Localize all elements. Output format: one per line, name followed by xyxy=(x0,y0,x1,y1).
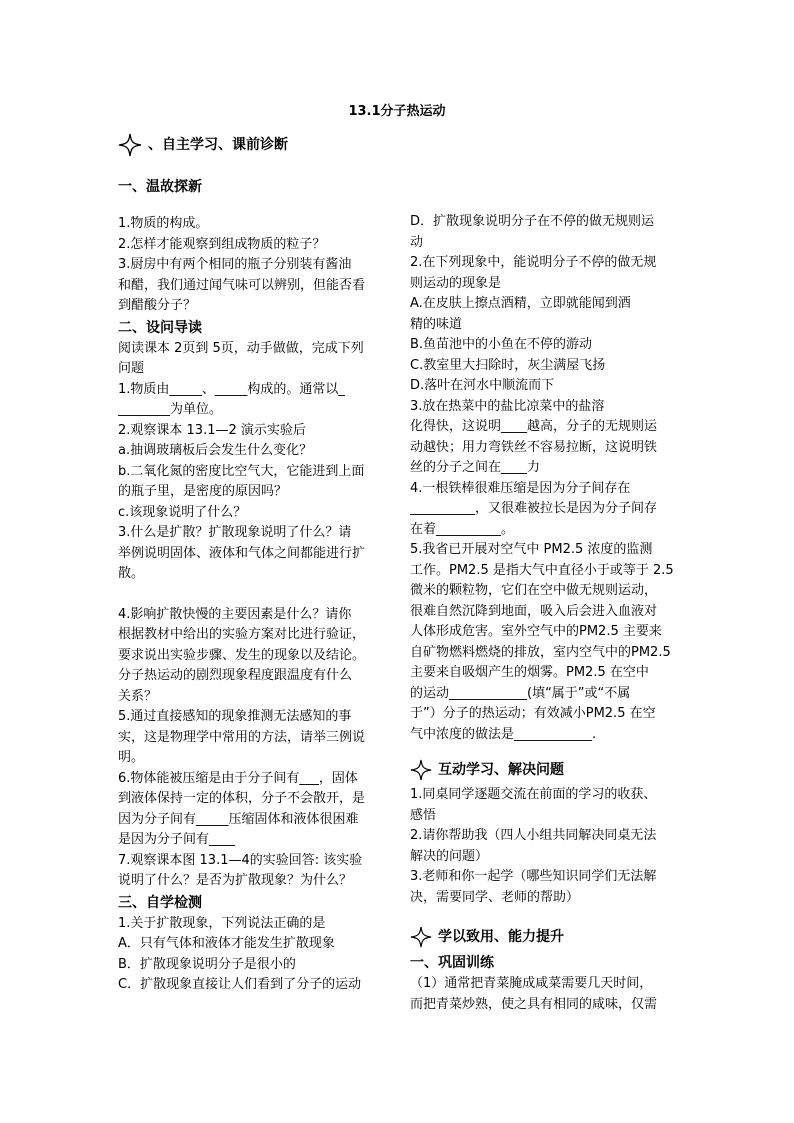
text-line: D．扩散现象说明分子在不停的做无规则运 xyxy=(410,214,655,229)
text-line: 2.怎样才能观察到组成物质的粒子？ xyxy=(118,236,326,252)
text-line: 分子热运动的剧烈现象程度跟温度有什么 xyxy=(118,668,353,683)
text-line: 精的味道 xyxy=(410,316,463,332)
text-line: 1.物质的构成。 xyxy=(118,216,209,231)
text-line: 人体形成危害。室外空气中的PM2.5 主要来 xyxy=(410,624,662,639)
text-line: 1.关于扩散现象，下列说法正确的是 xyxy=(118,915,326,931)
text-line: 4.一根铁棒很难压缩是因为分子间存在 xyxy=(410,480,631,496)
text-line: 举例说明固体、液体和气体之间都能进行扩 xyxy=(118,545,366,561)
text-line: 而把青菜炒熟，使之具有相同的咸味，仅需 xyxy=(410,996,658,1012)
text-line: 因为分子间有_____压缩固体和液体很困难 xyxy=(118,811,359,827)
text-line: 工作。PM2.5 是指大气中直径小于或等于 2.5 xyxy=(410,562,674,578)
text-line: 1.物质由_____、_____构成的。通常以_ xyxy=(118,381,345,397)
heading-review: 一、温故探新 xyxy=(118,179,202,195)
text-line: 问题 xyxy=(118,361,145,376)
text-line: 的运动____________(填“属于”或“不属 xyxy=(410,685,631,701)
text-line: 主要来自吸烟产生的烟雾。PM2.5 在空中 xyxy=(410,665,649,680)
text-line: 6.物体能被压缩是由于分子间有___，固体 xyxy=(118,770,358,786)
text-line: 2.在下列现象中，能说明分子不停的做无规 xyxy=(410,255,657,270)
text-line: 微米的颗粒物，它们在空中做无规则运动， xyxy=(410,583,658,598)
section-header-self-study xyxy=(118,130,388,160)
text-line: 5.通过直接感知的现象推测无法感知的事 xyxy=(118,709,352,724)
section-title: 互动学习、解决问题 xyxy=(438,761,564,778)
text-line: 实，这是物理学中常用的方法，请举三例说 xyxy=(118,729,366,745)
text-line: C.教室里大扫除时，灰尘满屋飞扬 xyxy=(410,357,606,373)
text-line: a.抽调玻璃板后会发生什么变化？ xyxy=(118,443,313,458)
text-line: 3.厨房中有两个相同的瓶子分别装有酱油 xyxy=(118,257,352,272)
text-line: 1.同桌同学逐题交流在前面的学习的收获、 xyxy=(410,787,657,802)
text-line: 在着__________。 xyxy=(410,521,515,537)
text-line: 丝的分子之间在____力 xyxy=(410,460,541,475)
text-line: b.二氧化氮的密度比空气大，它能进到上面 xyxy=(118,463,365,479)
text-line: 3.什么是扩散？扩散现象说明了什么？请 xyxy=(118,525,352,540)
text-line: 自矿物燃料燃烧的排放，室内空气中的PM2.5 xyxy=(410,644,671,660)
text-line: 根据教材中给出的实验方案对比进行验证， xyxy=(118,627,366,642)
text-line: 决，需要同学、老师的帮助） xyxy=(410,889,580,905)
text-line: 3.放在热菜中的盐比凉菜中的盐溶 xyxy=(410,398,605,414)
text-line: （1）通常把青菜腌成咸菜需要几天时间， xyxy=(410,976,653,991)
text-line: 7.观察课本图 13.1—4的实验回答: 该实验 xyxy=(118,852,363,868)
text-line: 动 xyxy=(410,234,424,250)
left-column xyxy=(118,130,388,996)
text-line: 2.观察课本 13.1—2 演示实验后 xyxy=(118,422,306,438)
text-line: 是因为分子间有____ xyxy=(118,832,236,847)
text-line: ________为单位。 xyxy=(118,402,223,417)
section-title: 、自主学习、课前诊断 xyxy=(148,136,288,153)
text-line: 感悟 xyxy=(410,807,437,823)
text-line: B.鱼苗池中的小鱼在不停的游动 xyxy=(410,337,593,352)
text-line: 明。 xyxy=(118,750,145,765)
four-point-star-icon xyxy=(410,926,432,948)
section-header-application xyxy=(410,922,682,952)
text-line: 3.老师和你一起学（哪些知识同学们无法解 xyxy=(410,869,657,884)
four-point-star-icon xyxy=(410,759,432,781)
text-line: 到液体保持一定的体积，分子不会散开，是 xyxy=(118,791,366,806)
text-line: B．扩散现象说明分子是很小的 xyxy=(118,956,296,972)
text-line: 到醋酸分子？ xyxy=(118,298,197,313)
text-line: 的瓶子里，是密度的原因吗？ xyxy=(118,484,288,499)
section-title: 学以致用、能力提升 xyxy=(438,928,564,945)
text-line: 说明了什么？是否为扩散现象？为什么？ xyxy=(118,873,353,888)
heading-self-test: 三、自学检测 xyxy=(118,894,202,911)
text-line: 2.请你帮助我（四人小组共同解决同桌无法 xyxy=(410,828,657,843)
page-title: 13.1分子热运动 xyxy=(348,104,446,119)
text-line: A．只有气体和液体才能发生扩散现象 xyxy=(118,936,335,951)
section-header-interactive xyxy=(410,755,682,785)
right-column xyxy=(410,212,682,1015)
text-line: 4.影响扩散快慢的主要因素是什么？请你 xyxy=(118,606,352,622)
text-line: __________，又很难被拉长是因为分子间存 xyxy=(410,501,658,516)
heading-consolidation: 一、巩固训练 xyxy=(410,955,494,971)
text-line: 散。 xyxy=(118,566,145,581)
text-line: C．扩散现象直接让人们看到了分子的运动 xyxy=(118,977,362,992)
text-line: 解决的问题） xyxy=(410,848,489,864)
text-line: 气中浓度的做法是____________. xyxy=(410,726,597,742)
text-line: 则运动的现象是 xyxy=(410,275,502,291)
text-line: 很难自然沉降到地面，吸入后会进入血液对 xyxy=(410,603,658,619)
text-line: A.在皮肤上擦点酒精，立即就能闻到酒 xyxy=(410,296,631,311)
text-line: 化得快，这说明____越高，分子的无规则运 xyxy=(410,419,658,434)
text-line: 要求说出实验步骤、发生的现象以及结论。 xyxy=(118,647,366,663)
text-line: 关系？ xyxy=(118,688,158,704)
text-line: 于”）分子的热运动；有效减小PM2.5 在空 xyxy=(410,706,656,721)
heading-guided-reading: 二、设问导读 xyxy=(118,319,202,336)
text-line: 动越快；用力弯铁丝不容易拉断，这说明铁 xyxy=(410,439,658,455)
text-line: 5.我省已开展对空气中 PM2.5 浓度的监测 xyxy=(410,542,653,557)
text-line: 和醋，我们通过闻气味可以辨别，但能否看 xyxy=(118,277,366,293)
text-line: D.落叶在河水中顺流而下 xyxy=(410,378,555,393)
four-point-star-icon xyxy=(118,133,142,157)
text-line: c.该现象说明了什么？ xyxy=(118,504,247,520)
text-line: 阅读课本 2页到 5页，动手做做，完成下列 xyxy=(118,340,364,356)
